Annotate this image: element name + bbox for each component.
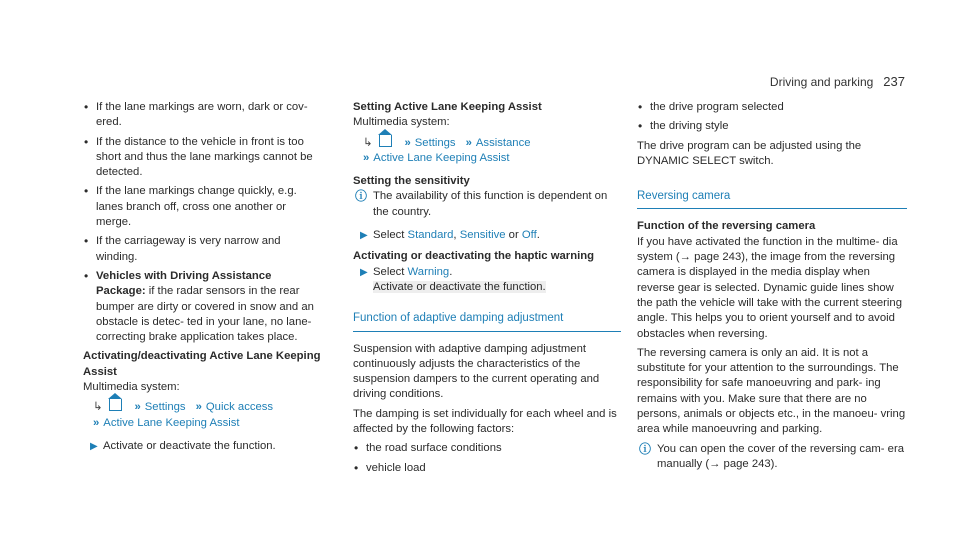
path-arrow-icon: ↳ (93, 401, 103, 414)
list-item (83, 269, 323, 345)
list-item: • the drive program selected (637, 100, 907, 115)
column-2 (353, 100, 621, 480)
info-icon: ⓘ (355, 189, 368, 204)
step-triangle-icon: ▶ (360, 230, 368, 242)
paragraph: Suspension with adaptive damping adjustment continuously adjusts the characteristics of the suspension dampers to the current operating and driving conditions. (353, 342, 600, 401)
path-assistance[interactable]: Assistance (475, 136, 531, 149)
info-icon: ⓘ (639, 441, 652, 456)
path-settings[interactable]: Settings (414, 136, 456, 149)
chevron-right-icon: » (363, 151, 370, 164)
note (353, 189, 621, 220)
step-text: Activate or deactivate the function. (103, 439, 276, 452)
paragraph: The drive program can be adjusted using the DYNAMIC SELECT switch. (637, 139, 862, 167)
subheading: Setting the sensitivity (353, 175, 470, 188)
step-text: Select (373, 265, 408, 278)
result-text: Activate or deactivate the function. (373, 280, 546, 293)
section-heading: Setting Active Lane Keeping Assist (353, 101, 542, 113)
step-item (83, 439, 323, 454)
section-heading: Activating/deactivating Active Lane Keeping Assist (83, 350, 321, 378)
chevron-right-icon: » (404, 136, 411, 149)
step-item (353, 265, 621, 296)
list-item: • If the lane markings change quickly, e.g. lanes branch off, cross one another or merge. (83, 184, 323, 230)
list-item: • If the carriageway is very narrow and winding. (83, 234, 323, 265)
step-text: Select (373, 229, 408, 242)
column-1 (83, 100, 323, 460)
option-standard[interactable]: Standard (407, 229, 454, 242)
paragraph: If you have activated the function in the multime- dia system (→ page 243), the image from the reversing camera is displayed in the media display when reverse gear is selected. Dynamic guide lines show the path the vehicle will take with the current steering angle. This helps you to orient yourself and to avoid obstacles when reversing. (637, 235, 902, 340)
system-label: Multimedia system: (353, 116, 450, 129)
section-title: Driving and parking (769, 75, 874, 89)
list-item: • the driving style (637, 119, 907, 134)
chevron-right-icon: » (465, 136, 472, 149)
section-title: Reversing camera (637, 189, 907, 209)
step-item (353, 228, 621, 243)
condition-list (83, 100, 323, 345)
option-warning[interactable]: Warning (407, 265, 450, 278)
column-3 (637, 100, 907, 480)
option-sensitive[interactable]: Sensitive (459, 229, 506, 242)
step-text: or (505, 229, 522, 242)
list-item: • the road surface conditions (353, 441, 621, 456)
section-title: Function of adaptive damping adjustment (353, 311, 621, 331)
home-icon (379, 135, 392, 147)
page-number: 237 (883, 74, 905, 89)
factor-list (637, 100, 907, 135)
list-item-text: if the radar sensors in the rear bumper are dirty or covered in snow and an obstacle is detec- ted in your lane, no lane-correcting brake application takes place. (96, 285, 314, 344)
step-triangle-icon: ▶ (90, 440, 98, 452)
note-text: You can open the cover of the reversing cam- era manually (→ page 243). (657, 442, 905, 470)
subheading: Function of the reversing camera (637, 220, 816, 233)
path-quick-access[interactable]: Quick access (205, 401, 274, 414)
chevron-right-icon: » (93, 416, 100, 429)
path-settings[interactable]: Settings (144, 401, 186, 414)
factor-list (353, 441, 621, 476)
list-item: • vehicle load (353, 461, 621, 476)
home-icon (109, 399, 122, 411)
chevron-right-icon: » (134, 401, 141, 414)
option-off[interactable]: Off (521, 229, 537, 242)
step-triangle-icon: ▶ (360, 266, 368, 278)
page-header (770, 74, 905, 89)
menu-path (83, 399, 323, 431)
subheading: Activating or deactivating the haptic warning (353, 250, 595, 263)
paragraph: The reversing camera is only an aid. It is not a substitute for your attention to the surroundings. The responsibility for safe manoeuvring and park- ing remains with you. Make sure that there are no persons, animals or objects etc., in the manoeu- vring area while manoeuvring and parking. (637, 346, 906, 436)
list-item: • If the lane markings are worn, dark or cov- ered. (83, 100, 323, 131)
step-text: , (453, 229, 460, 242)
step-text: . (536, 229, 540, 242)
note-text: The availability of this function is dependent on the country. (373, 190, 608, 218)
paragraph: The damping is set individually for each wheel and is affected by the following factors: (353, 407, 617, 436)
list-item-bold: Vehicles with Driving Assistance Package: (96, 269, 272, 298)
menu-path (353, 135, 621, 167)
path-assist[interactable]: Active Lane Keeping Assist (373, 151, 510, 164)
step-text: . (449, 265, 453, 278)
chevron-right-icon: » (195, 401, 202, 414)
system-label: Multimedia system: (83, 381, 180, 394)
path-assist[interactable]: Active Lane Keeping Assist (103, 416, 240, 429)
note (637, 442, 907, 473)
path-arrow-icon: ↳ (363, 136, 373, 149)
list-item: • If the distance to the vehicle in front is too short and thus the lane markings cannot be detected. (83, 135, 323, 181)
